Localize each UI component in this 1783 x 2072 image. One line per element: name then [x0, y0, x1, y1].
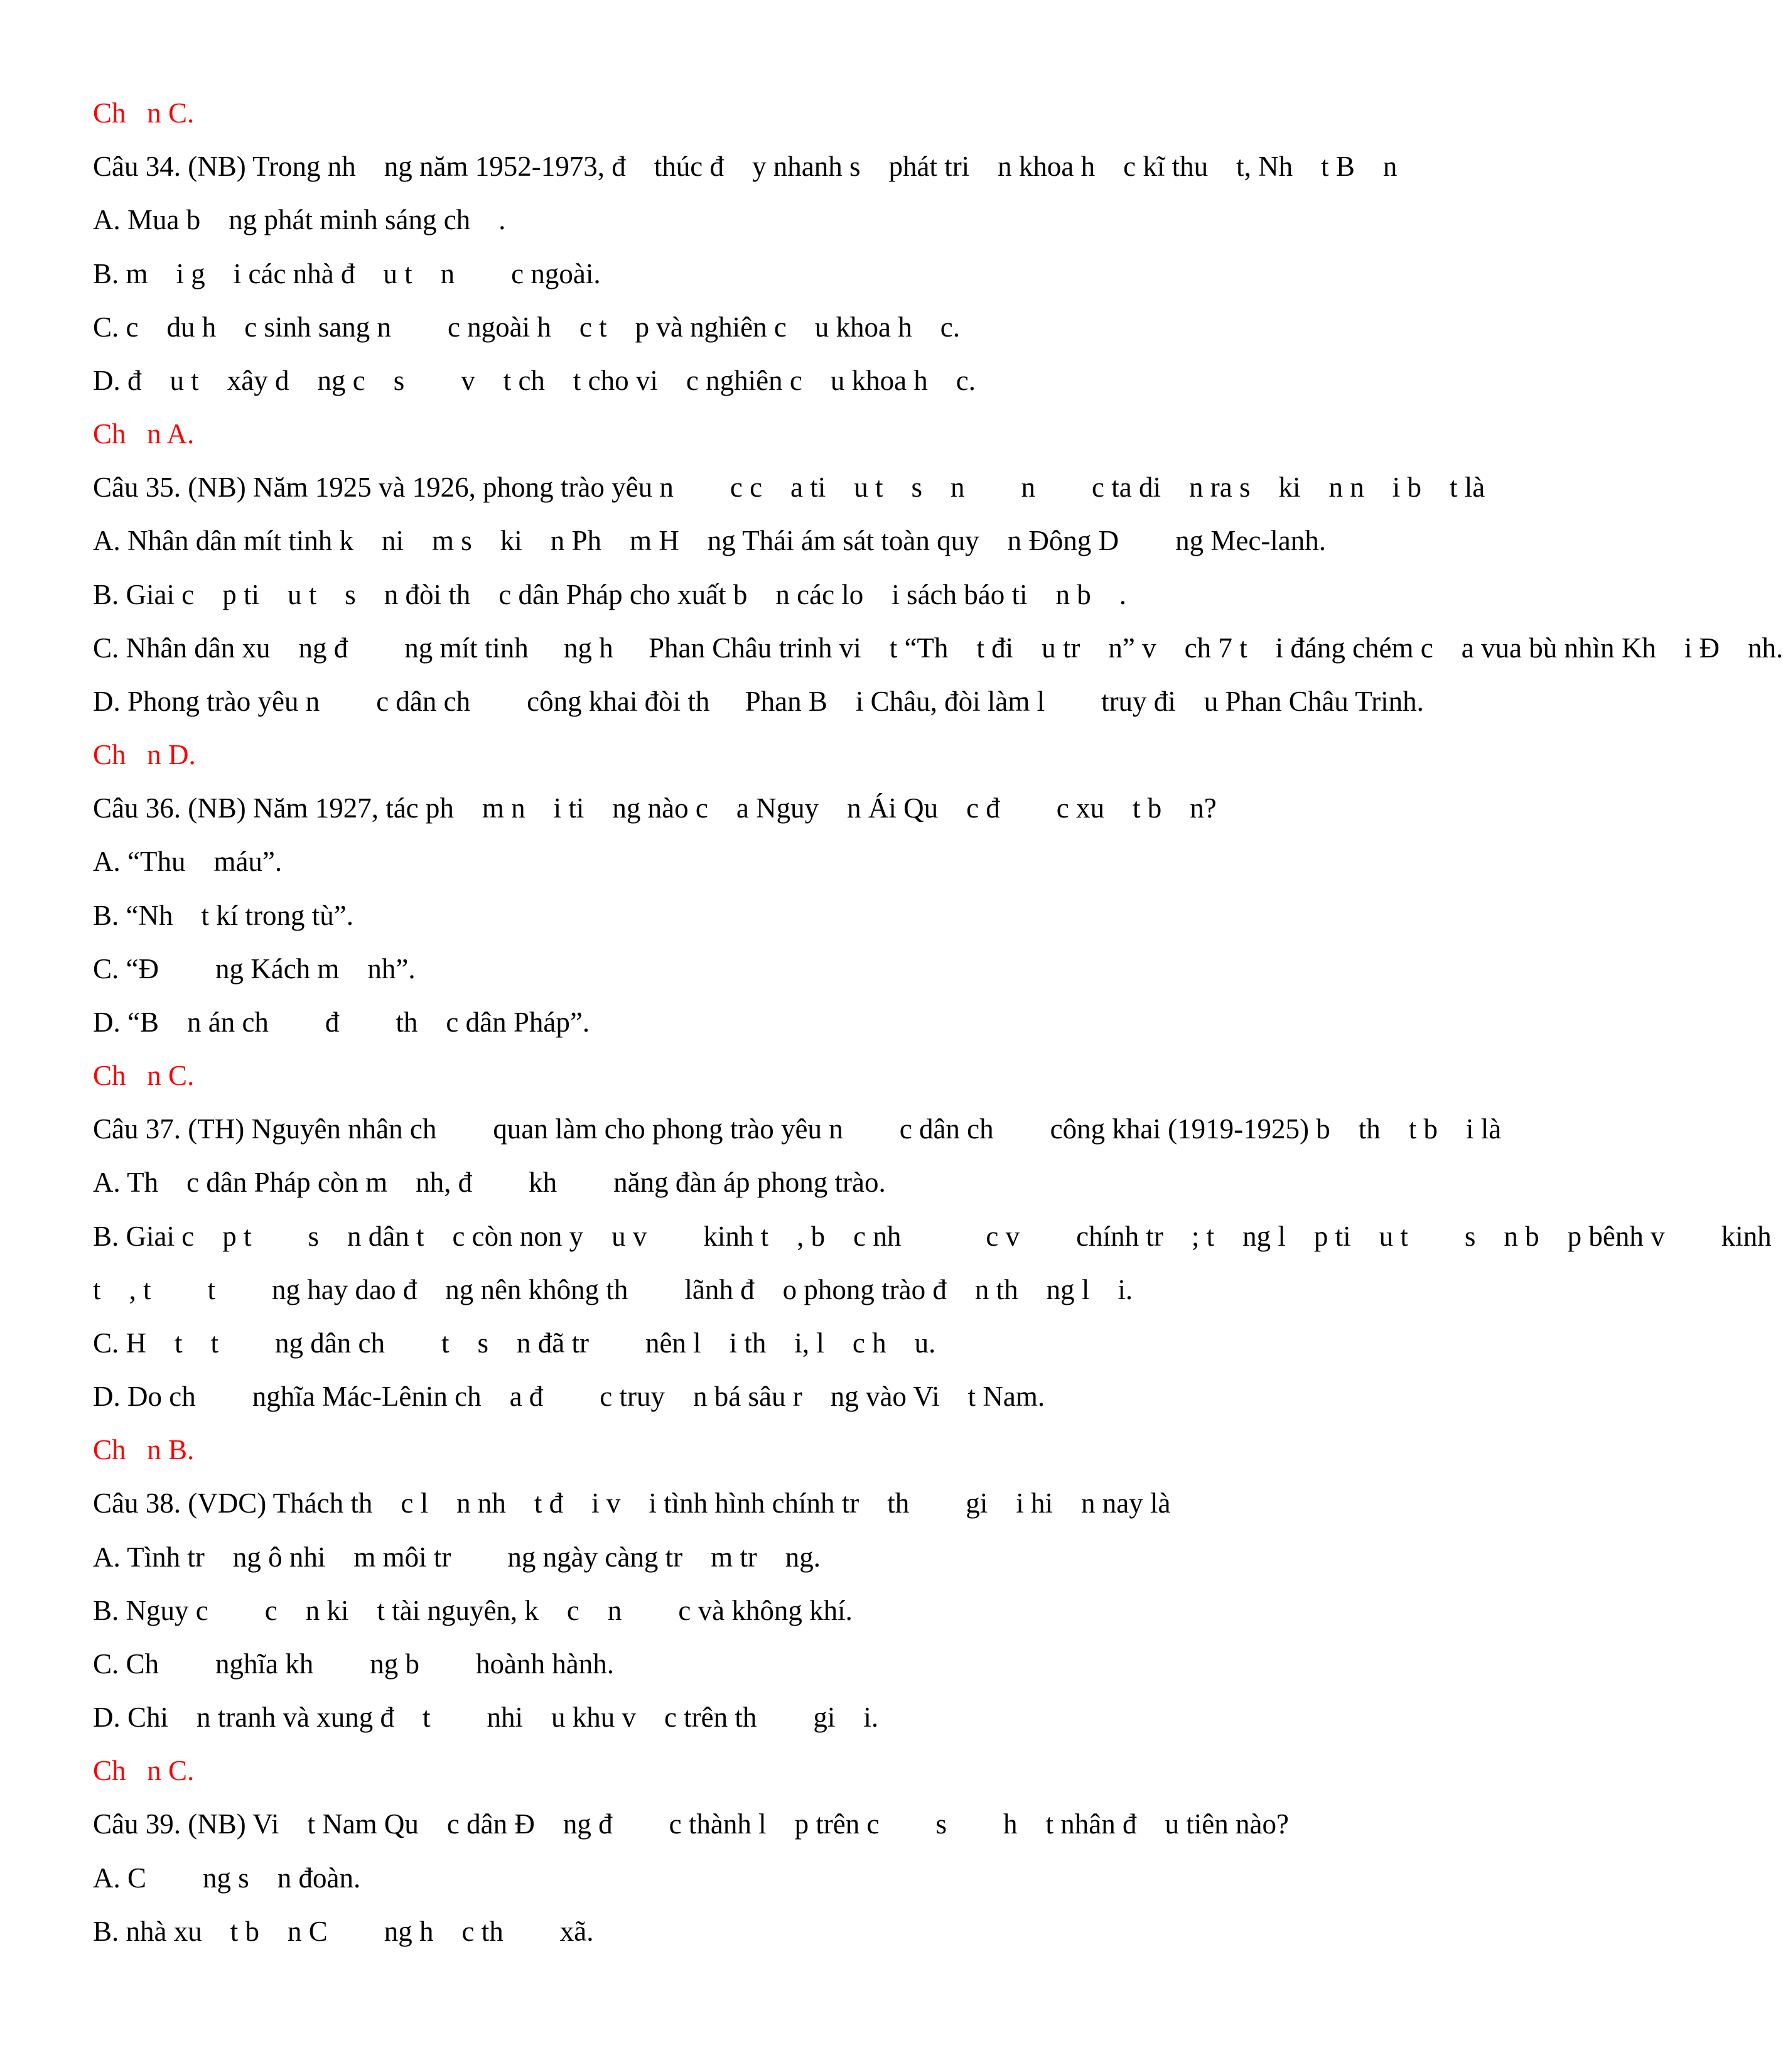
option-line: C. Nhân dân xu ng đ ng mít tinh ng h Phan Châu trinh vi t “Th t đi u tr n” v ch 7 t i đáng chém c a vua bù nhìn Kh i Đ nh. [93, 632, 1783, 664]
option-line: B. Nguy c c n ki t tài nguyên, k c n c và không khí. [93, 1595, 853, 1626]
answer-line: Ch n C. [93, 1060, 195, 1091]
question-37: Câu 37. (TH) Nguyên nhân ch quan làm cho phong trào yêu n c dân ch công khai (1919-1925) b th t b i là [93, 1113, 1502, 1145]
option-line: C. “Đ ng Kách m nh”. [93, 953, 416, 985]
answer-line: Ch n B. [93, 1434, 195, 1465]
question-34: Câu 34. (NB) Trong nh ng năm 1952-1973, đ thúc đ y nhanh s phát tri n khoa h c kĩ thu t, Nh t B n [93, 151, 1398, 182]
option-line: C. Ch nghĩa kh ng b hoành hành. [93, 1648, 614, 1680]
option-line: C. H t t ng dân ch t s n đã tr nên l i th i, l c h u. [93, 1327, 936, 1359]
answer-line: Ch n A. [93, 418, 195, 450]
option-line: D. Do ch nghĩa Mác-Lênin ch a đ c truy n bá sâu r ng vào Vi t Nam. [93, 1381, 1045, 1412]
option-line: A. “Thu máu”. [93, 846, 283, 877]
answer-line: Ch n D. [93, 739, 196, 770]
option-line: D. đ u t xây d ng c s v t ch t cho vi c nghiên c u khoa h c. [93, 365, 976, 396]
option-line: B. Giai c p t s n dân t c còn non y u v kinh t , b c nh c v chính tr ; t ng l p ti u t s n b p bênh v kinh [93, 1221, 1772, 1252]
answer-line: Ch n C. [93, 97, 195, 129]
option-line: B. nhà xu t b n C ng h c th xã. [93, 1916, 594, 1947]
option-line: A. Nhân dân mít tinh k ni m s ki n Ph m H ng Thái ám sát toàn quy n Đông D ng Mec-lanh. [93, 525, 1327, 556]
option-line: B. Giai c p ti u t s n đòi th c dân Pháp cho xuất b n các lo i sách báo ti n b . [93, 579, 1126, 610]
option-line: A. Th c dân Pháp còn m nh, đ kh năng đàn áp phong trào. [93, 1167, 886, 1198]
question-35: Câu 35. (NB) Năm 1925 và 1926, phong trào yêu n c c a ti u t s n n c ta di n ra s ki n n i b t là [93, 472, 1485, 503]
option-line: D. Chi n tranh và xung đ t nhi u khu v c trên th gi i. [93, 1702, 879, 1733]
question-39: Câu 39. (NB) Vi t Nam Qu c dân Đ ng đ c thành l p trên c s h t nhân đ u tiên nào? [93, 1808, 1289, 1840]
answer-line: Ch n C. [93, 1755, 195, 1786]
option-line: A. Tình tr ng ô nhi m môi tr ng ngày càng tr m tr ng. [93, 1541, 821, 1573]
option-line: A. C ng s n đoàn. [93, 1862, 361, 1894]
question-38: Câu 38. (VDC) Thách th c l n nh t đ i v i tình hình chính tr th gi i hi n nay là [93, 1487, 1171, 1519]
option-line: B. “Nh t kí trong tù”. [93, 900, 353, 931]
option-line: t , t t ng hay dao đ ng nên không th lãnh đ o phong trào đ n th ng l i. [93, 1274, 1133, 1305]
option-line: A. Mua b ng phát minh sáng ch . [93, 204, 506, 235]
option-line: C. c du h c sinh sang n c ngoài h c t p và nghiên c u khoa h c. [93, 311, 961, 343]
option-line: B. m i g i các nhà đ u t n c ngoài. [93, 258, 601, 289]
option-line: D. “B n án ch đ th c dân Pháp”. [93, 1006, 590, 1038]
question-36: Câu 36. (NB) Năm 1927, tác ph m n i ti ng nào c a Nguy n Ái Qu c đ c xu t b n? [93, 792, 1217, 824]
option-line: D. Phong trào yêu n c dân ch công khai đòi th Phan B i Châu, đòi làm l truy đi u Phan Châu Trinh. [93, 686, 1424, 717]
